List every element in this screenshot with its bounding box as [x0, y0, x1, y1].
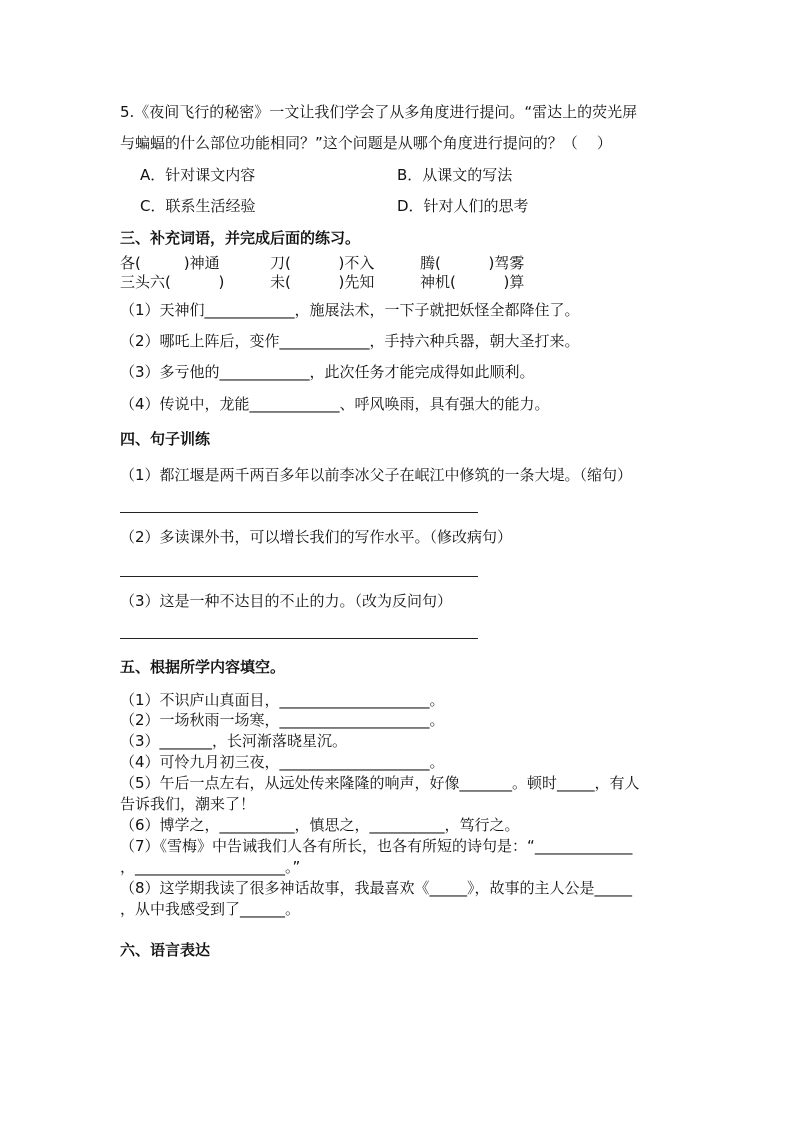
section-6-title: 六、语言表达 — [120, 941, 211, 959]
idiom-1: 各( )神通 — [120, 254, 220, 272]
option-c: C．联系生活经验 — [140, 197, 256, 215]
s5-line-10: （8）这学期我读了很多神话故事，我最喜欢《_____》，故事的主人公是_____ — [120, 879, 633, 897]
s5-line-2: （2）一场秋雨一场寒，____________________。 — [120, 711, 445, 729]
s5-line-5: （5）午后一点左右，从远处传来隆隆的响声，好像_______。顿时_____，有人 — [120, 774, 640, 792]
s3-item-2: （2）哪吒上阵后，变作____________，手持六种兵器，朝大圣打来。 — [120, 332, 580, 350]
s5-line-4: （4）可怜九月初三夜，____________________。 — [120, 753, 445, 771]
idiom-2: 刀( )不入 — [270, 254, 375, 272]
section-3-title: 三、补充词语，并完成后面的练习。 — [120, 229, 361, 247]
option-a: A．针对课文内容 — [140, 166, 256, 184]
idiom-6: 神机( )算 — [420, 273, 525, 291]
idiom-4: 三头六( ) — [120, 273, 225, 291]
s4-item-1: （1）都江堰是两千两百多年以前李冰父子在岷江中修筑的一条大堤。（缩句） — [120, 466, 633, 484]
s5-line-9: ，____________________。” — [120, 858, 301, 876]
answer-line-1[interactable] — [120, 512, 478, 513]
answer-line-3[interactable] — [120, 638, 478, 639]
s5-line-7: （6）博学之，__________，慎思之，__________，笃行之。 — [120, 816, 520, 834]
q5-line1: 5.《夜间飞行的秘密》一文让我们学会了从多角度进行提问。“雷达上的荧光屏 — [120, 103, 638, 121]
option-b: B．从课文的写法 — [397, 166, 513, 184]
answer-line-2[interactable] — [120, 576, 478, 577]
s3-item-1: （1）天神们____________，施展法术，一下子就把妖怪全都降住了。 — [120, 301, 580, 319]
s5-line-6: 告诉我们，潮来了！ — [120, 795, 256, 813]
s4-item-2: （2）多读课外书，可以增长我们的写作水平。（修改病句） — [120, 528, 513, 546]
section-4-title: 四、句子训练 — [120, 430, 211, 448]
idiom-5: 未( )先知 — [270, 273, 375, 291]
s3-item-4: （4）传说中，龙能____________、呼风唤雨，具有强大的能力。 — [120, 395, 550, 413]
s5-line-1: （1）不识庐山真面目，____________________。 — [120, 691, 445, 709]
s4-item-3: （3）这是一种不达目的不止的力。（改为反问句） — [120, 592, 453, 610]
idiom-3: 腾( )驾雾 — [420, 254, 525, 272]
q5-line2: 与蝙蝠的什么部位功能相同？”这个问题是从哪个角度进行提问的？（ ） — [120, 134, 612, 152]
s5-line-3: （3）_______，长河渐落晓星沉。 — [120, 732, 348, 750]
s5-line-8: （7）《雪梅》中告诫我们人各有所长，也各有所短的诗句是：“_____________ — [120, 837, 633, 855]
section-5-title: 五、根据所学内容填空。 — [120, 658, 286, 676]
s3-item-3: （3）多亏他的____________，此次任务才能完成得如此顺利。 — [120, 363, 535, 381]
s5-line-11: ，从中我感受到了______。 — [120, 900, 301, 918]
option-d: D．针对人们的思考 — [397, 197, 529, 215]
